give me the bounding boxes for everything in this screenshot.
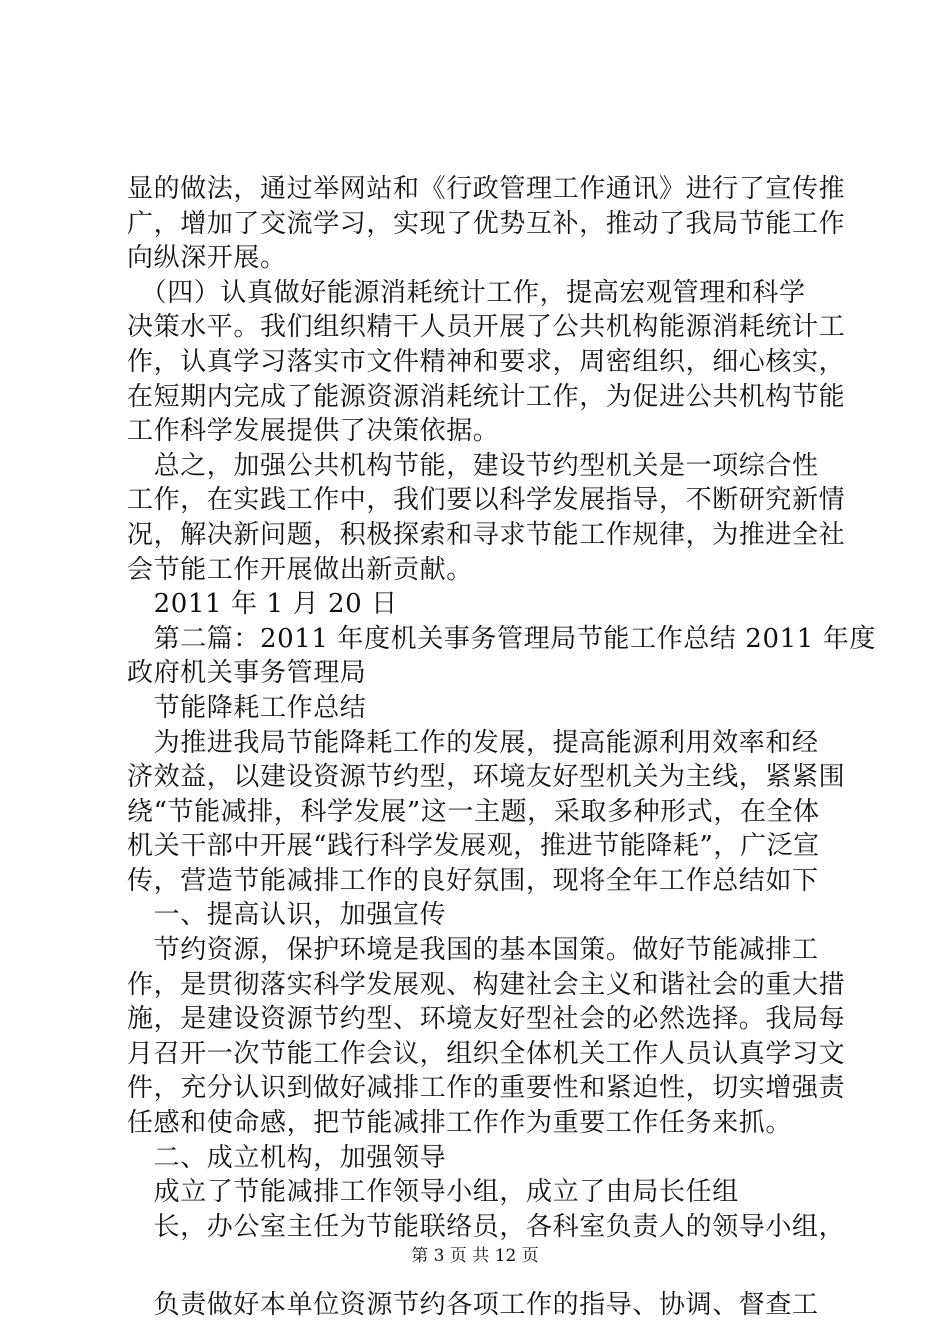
text-line: 作，认真学习落实市文件精神和要求，周密组织，细心核实， <box>127 346 846 377</box>
date-line: 2011 年 1 月 20 日 <box>127 589 398 620</box>
text-line: 绕“节能减排，科学发展”这一主题，采取多种形式，在全体 <box>127 796 820 827</box>
section-title-line: 第二篇：2011 年度机关事务管理局节能工作总结 2011 年度 <box>127 623 876 654</box>
text-line: 月召开一次节能工作会议，组织全体机关工作人员认真学习文 <box>127 1038 846 1069</box>
text-line: 显的做法，通过举网站和《行政管理工作通讯》进行了宣传推 <box>127 174 846 204</box>
heading-line: 二、成立机构，加强领导 <box>127 1142 447 1173</box>
text-line: 工作，在实践工作中，我们要以科学发展指导，不断研究新情 <box>127 485 846 516</box>
section-title-line: 政府机关事务管理局 <box>127 658 367 689</box>
text-line: 件，充分认识到做好减排工作的重要性和紧迫性，切实增强责 <box>127 1073 846 1104</box>
section-subtitle-line: 节能降耗工作总结 <box>127 692 367 723</box>
document-body <box>127 172 876 1323</box>
text-line: 为推进我局节能降耗工作的发展，提高能源利用效率和经 <box>127 727 819 758</box>
text-line: 会节能工作开展做出新贡献。 <box>127 554 473 585</box>
heading-line: 一、提高认识，加强宣传 <box>127 900 447 931</box>
text-line: 长，办公室主任为节能联络员，各科室负责人的领导小组， <box>127 1211 846 1242</box>
text-line: 机关干部中开展“践行科学发展观，推进节能降耗”，广泛宣 <box>127 831 820 862</box>
text-line: 工作科学发展提供了决策依据。 <box>127 416 500 447</box>
text-line: 施，是建设资源节约型、环境友好型社会的必然选择。我局每 <box>127 1004 846 1035</box>
text-line: 况，解决新问题，积极探索和寻求节能工作规律，为推进全社 <box>127 519 846 550</box>
page-footer: 第 3 页 共 12 页 <box>411 1246 539 1266</box>
text-line: 作，是贯彻落实科学发展观、构建社会主义和谐社会的重大措 <box>127 969 846 1000</box>
text-line: 向纵深开展。 <box>127 243 287 274</box>
text-line: 总之，加强公共机构节能，建设节约型机关是一项综合性 <box>127 450 819 481</box>
text-line: 广，增加了交流学习，实现了优势互补，推动了我局节能工作 <box>127 208 846 239</box>
text-line: 任感和使命感，把节能减排工作作为重要工作任务来抓。 <box>127 1108 793 1139</box>
text-line: 决策水平。我们组织精干人员开展了公共机构能源消耗统计工 <box>127 312 846 343</box>
text-line: 成立了节能减排工作领导小组，成立了由局长任组 <box>127 1177 739 1208</box>
text-line: 在短期内完成了能源资源消耗统计工作，为促进公共机构节能 <box>127 381 846 412</box>
text-line: 节约资源，保护环境是我国的基本国策。做好节能减排工 <box>127 935 819 966</box>
text-line: 负责做好本单位资源节约各项工作的指导、协调、督查工 <box>127 1290 819 1321</box>
text-line: （四）认真做好能源消耗统计工作，提高宏观管理和科学 <box>127 277 806 308</box>
text-line: 传，营造节能减排工作的良好氛围，现将全年工作总结如下 <box>127 865 819 896</box>
text-line: 济效益，以建设资源节约型，环境友好型机关为主线，紧紧围 <box>127 762 846 793</box>
